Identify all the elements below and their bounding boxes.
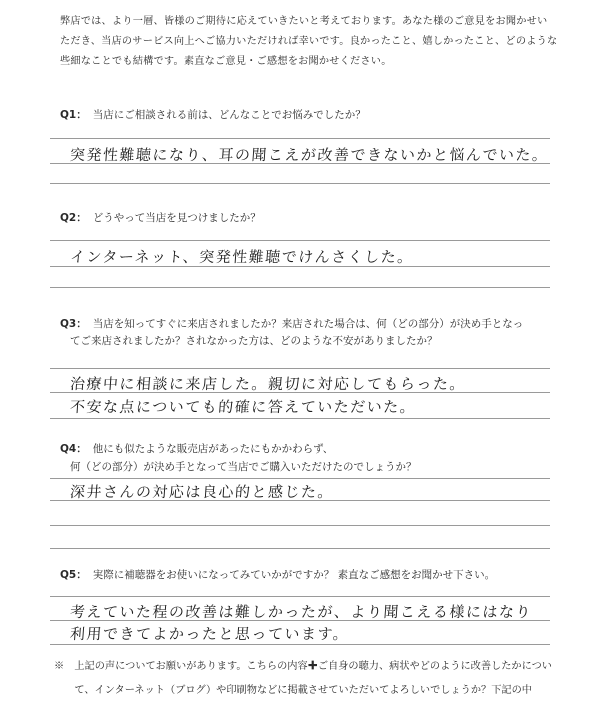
question-number: Q4： bbox=[60, 443, 87, 455]
question-text: てご来店されましたか？されなかった方は、どのような不安がありましたか？ bbox=[70, 335, 438, 347]
intro-line: ただき、当店のサービス向上へご協力いただければ幸いです。良かったこと、嬉しかったこと、どのような bbox=[60, 36, 558, 47]
question-text: 実際に補聴器をお使いになってみていかがですか？ 素直なご感想をお聞かせ下さい。 bbox=[92, 569, 496, 581]
handwritten-answer: 深井さんの対応は良心的と感じた。 bbox=[69, 483, 335, 501]
intro-line: 些細なことでも結構です。素直なご意見・ご感想をお聞かせください。 bbox=[60, 56, 392, 67]
footnote-line: ※ 上記の声についてお願いがあります。こちらの内容✚ご自身の聴力、病状やどのように改善したかについ bbox=[54, 661, 552, 672]
question-2 bbox=[60, 209, 261, 227]
handwritten-answer: 利用できてよかったと思っています。 bbox=[69, 625, 350, 643]
answer-rule bbox=[50, 644, 550, 645]
question-text: 他にも似たような販売店があったにもかかわらず、 bbox=[92, 443, 334, 455]
handwritten-answer: 不安な点についても的確に答えていただいた。 bbox=[69, 398, 417, 416]
answer-rule bbox=[50, 525, 550, 526]
question-number: Q2： bbox=[60, 212, 87, 224]
question-text: 当店にご相談される前は、どんなことでお悩みでしたか？ bbox=[92, 109, 366, 121]
question-number: Q5： bbox=[60, 569, 87, 581]
handwritten-answer: 考えていた程の改善は難しかったが、より聞こえる様にはなり bbox=[69, 603, 533, 621]
answer-rule bbox=[50, 596, 550, 597]
footnote-line: て、インターネット（ブログ）や印刷物などに掲載させていただいてよろしいでしょうか？下記の中 bbox=[54, 685, 532, 696]
answer-rule bbox=[50, 287, 550, 288]
question-number: Q1： bbox=[60, 109, 87, 121]
question-3-continued bbox=[70, 332, 438, 350]
answer-rule bbox=[50, 368, 550, 369]
question-number: Q3： bbox=[60, 318, 87, 330]
question-text: どうやって当店を見つけましたか？ bbox=[92, 212, 261, 224]
handwritten-answer: インターネット、突発性難聴でけんさくした。 bbox=[69, 248, 415, 266]
handwritten-answer: 突発性難聴になり、耳の聞こえが改善できないかと悩んでいた。 bbox=[69, 146, 550, 164]
answer-rule bbox=[50, 138, 550, 139]
question-text: 何（どの部分）が決め手となって当店でご購入いただけたのでしょうか？ bbox=[70, 461, 417, 473]
answer-rule bbox=[50, 266, 550, 267]
intro-line: 弊店では、より一層、皆様のご期待に応えていきたいと考えております。あなた様のご意見をお聞かせい bbox=[60, 16, 548, 27]
answer-rule bbox=[50, 500, 550, 501]
answer-rule bbox=[50, 418, 550, 419]
question-3 bbox=[60, 315, 523, 333]
answer-rule bbox=[50, 183, 550, 184]
answer-rule bbox=[50, 240, 550, 241]
question-1 bbox=[60, 106, 366, 124]
answer-rule bbox=[50, 478, 550, 479]
handwritten-answer: 治療中に相談に来店した。親切に対応してもらった。 bbox=[69, 375, 467, 393]
question-5 bbox=[60, 566, 495, 584]
question-4-continued bbox=[70, 458, 417, 476]
answer-rule bbox=[50, 392, 550, 393]
answer-rule bbox=[50, 548, 550, 549]
intro-paragraph bbox=[60, 12, 560, 72]
question-4 bbox=[60, 440, 333, 458]
answer-rule bbox=[50, 163, 550, 164]
answer-rule bbox=[50, 620, 550, 621]
question-text: 当店を知ってすぐに来店されましたか？来店された場合は、何（どの部分）が決め手となっ bbox=[92, 318, 524, 330]
